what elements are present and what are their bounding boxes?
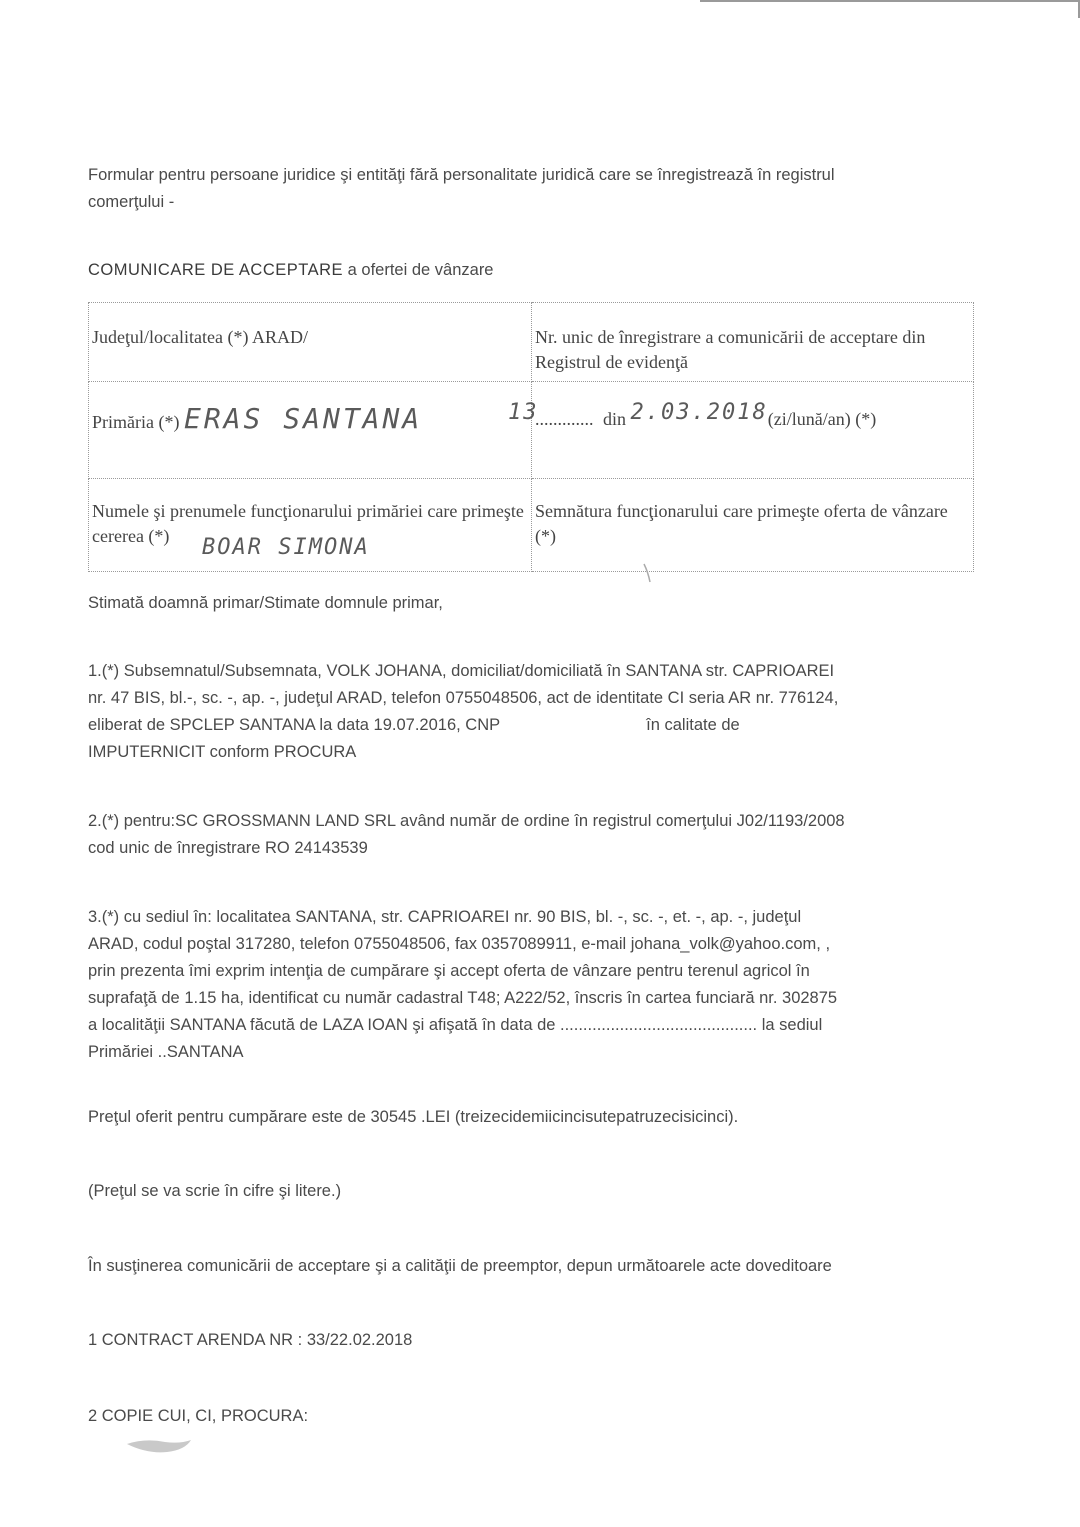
- title-rest: a ofertei de vânzare: [343, 261, 494, 279]
- date-din: din: [598, 409, 631, 429]
- salutation: Stimată doamnă primar/Stimate domnule primar,: [88, 594, 443, 612]
- intro-line-1: Formular pentru persoane juridice şi entităţi fără personalitate juridică care se înregistrează în registrul: [88, 166, 835, 184]
- nr-date-cell: [508, 382, 974, 479]
- paragraph-2: [88, 808, 976, 862]
- nr-handwritten: 13: [508, 400, 539, 425]
- functionar-label: Numele şi prenumele funcţionarului primăriei care primeşte cererea (*): [92, 501, 524, 546]
- primaria-label: Primăria (*): [92, 412, 180, 432]
- p2-line-1: 2.(*) pentru:SC GROSSMANN LAND SRL având număr de ordine în registrul comerţului J02/1193/2008: [88, 812, 845, 830]
- scan-speck: [640, 562, 656, 584]
- paragraph-3: [88, 904, 976, 1066]
- judet-label: Judeţul/localitatea (*) ARAD/: [92, 327, 308, 347]
- functionar-cell: [89, 479, 532, 572]
- date-handwritten: 2.03.2018: [630, 400, 768, 425]
- paragraph-1: [88, 658, 976, 766]
- functionar-handwritten: BOAR SIMONA: [202, 535, 370, 560]
- price-note: (Preţul se va scrie în cifre şi litere.): [88, 1182, 342, 1200]
- support-line: În susţinerea comunicării de acceptare şi a calităţii de preemptor, depun următoarele acte doveditoare: [88, 1257, 832, 1275]
- p1-line-2: nr. 47 BIS, bl.-, sc. -, ap. -, judeţul ARAD, telefon 0755048506, act de identitate CI seria AR nr. 776124,: [88, 689, 839, 707]
- nr-unic-label: Nr. unic de înregistrare a comunicării de acceptare din Registrul de evidenţă: [535, 327, 926, 372]
- scan-smudge: [125, 1432, 195, 1456]
- registration-table: [88, 302, 974, 572]
- p1-line-1: 1.(*) Subsemnatul/Subsemnata, VOLK JOHANA, domiciliat/domiciliată în SANTANA str. CAPRIOAREI: [88, 662, 835, 680]
- date-dots: .............: [535, 409, 594, 429]
- p3-line-4: suprafaţă de 1.15 ha, identificat cu număr cadastral T48; A222/52, înscris în cartea funciară nr. 302875: [88, 989, 838, 1007]
- intro-line-2: comerţului -: [88, 193, 175, 211]
- document-title: [88, 257, 976, 284]
- title-strong: COMUNICARE DE ACCEPTARE: [88, 261, 344, 279]
- p1-line-3b: în calitate de: [646, 716, 740, 734]
- primaria-handwritten: ERAS SANTANA: [183, 402, 423, 435]
- document-item-2: 2 COPIE CUI, CI, PROCURA:: [88, 1407, 309, 1425]
- p3-line-3: prin prezenta îmi exprim intenţia de cumpărare şi accept oferta de vânzare pentru terenul agricol în: [88, 962, 810, 980]
- form-intro: [88, 162, 976, 216]
- p3-line-1: 3.(*) cu sediul în: localitatea SANTANA, str. CAPRIOAREI nr. 90 BIS, bl. -, sc. -, et. -, ap. -, judeţul: [88, 908, 802, 926]
- p3-line-2: ARAD, codul poştal 317280, telefon 0755048506, fax 0357089911, e-mail johana_volk@yahoo.com, ,: [88, 935, 831, 953]
- p1-line-3a: eliberat de SPCLEP SANTANA la data 19.07.2016, CNP: [88, 716, 501, 734]
- semnatura-cell: [532, 479, 974, 572]
- price-line: Preţul oferit pentru cumpărare este de 30545 .LEI (treizecidemiicincisutepatruzecisicinci).: [88, 1108, 739, 1126]
- semnatura-label: Semnătura funcţionarului care primeşte oferta de vânzare (*): [535, 501, 948, 546]
- p2-line-2: cod unic de înregistrare RO 24143539: [88, 839, 368, 857]
- primaria-cell: [89, 382, 532, 479]
- scan-edge-line: [700, 0, 1080, 2]
- p3-line-6: Primăriei ..SANTANA: [88, 1043, 244, 1061]
- judet-cell: [89, 303, 532, 382]
- p1-line-4: IMPUTERNICIT conform PROCURA: [88, 743, 357, 761]
- p3-line-5: a localităţii SANTANA făcută de LAZA IOAN şi afişată în data de ........................................... la sediul: [88, 1016, 823, 1034]
- date-suffix: (zi/lună/an) (*): [767, 409, 877, 429]
- document-item-1: 1 CONTRACT ARENDA NR : 33/22.02.2018: [88, 1331, 413, 1349]
- nr-unic-cell: [532, 303, 974, 382]
